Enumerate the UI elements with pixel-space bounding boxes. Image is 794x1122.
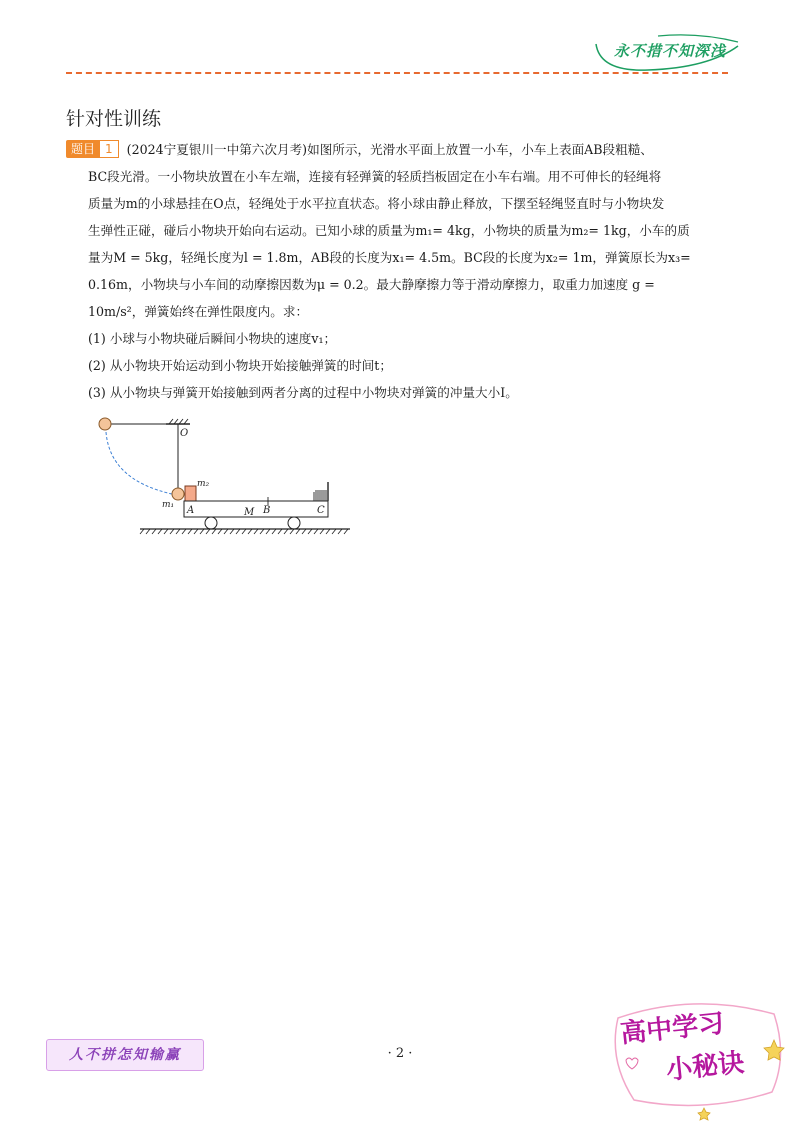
wheel-left: [205, 517, 217, 529]
label-m2: m₂: [197, 479, 210, 489]
problem-tag-label: 题目: [66, 140, 100, 158]
label-c: C: [317, 505, 325, 516]
label-m: M: [244, 507, 255, 518]
header-slogan: 永不措不知深浅: [614, 42, 727, 60]
question-1: (1) 小球与小物块碰后瞬间小物块的速度v₁；: [88, 331, 337, 346]
label-b: B: [263, 505, 271, 516]
ceiling-support: [166, 419, 190, 424]
ground-hatch: [140, 529, 348, 534]
problem-text-1: 如图所示，光滑水平面上放置一小车，小车上表面AB段粗糙、: [307, 142, 653, 157]
problem-line-6: 0.16m，小物块与小车间的动摩擦因数为μ = 0.2。最大静摩擦力等于滑动摩擦力，取重力加速度 g =: [88, 277, 655, 292]
study-tips-stamp: [604, 996, 790, 1122]
cart-body: [184, 501, 328, 517]
problem-tag: [66, 140, 119, 158]
ball-bottom: [172, 488, 184, 500]
problem-source: (2024宁夏银川一中第六次月考): [126, 142, 308, 157]
problem-tag-number: 1: [100, 140, 119, 158]
physics-diagram: [92, 410, 362, 540]
stamp-line-1: 高中学习: [618, 1008, 726, 1050]
ball-start: [99, 418, 111, 430]
header-logo: [588, 30, 748, 74]
problem-block: [66, 136, 730, 406]
header-divider: [66, 72, 728, 74]
problem-line-7: 10m/s²，弹簧始终在弹性限度内。求：: [88, 304, 309, 319]
problem-line-2: BC段光滑。一小物块放置在小车左端，连接有轻弹簧的轻质挡板固定在小车右端。用不可伸长的轻绳将: [88, 169, 662, 184]
label-m1: m₁: [162, 500, 175, 510]
spring-icon: [314, 490, 326, 501]
problem-line-4: 生弹性正碰，碰后小物块开始向右运动。已知小球的质量为m₁= 4kg，小物块的质量为m₂= 1kg，小车的质: [88, 223, 690, 238]
label-a: A: [187, 505, 195, 516]
problem-line-3: 质量为m的小球悬挂在O点，轻绳处于水平拉直状态。将小球由静止释放，下摆至轻绳竖直时与小物块发: [88, 196, 665, 211]
footer-motto: 人不拼怎知输赢: [46, 1039, 204, 1071]
label-o: O: [180, 428, 189, 439]
problem-line-5: 量为M = 5kg，轻绳长度为l = 1.8m，AB段的长度为x₁= 4.5m。BC段的长度为x₂= 1m，弹簧原长为x₃=: [88, 250, 691, 265]
block-m2: [185, 486, 196, 501]
question-3: (3) 从小物块与弹簧开始接触到两者分离的过程中小物块对弹簧的冲量大小I。: [88, 385, 518, 400]
question-2: (2) 从小物块开始运动到小物块开始接触弹簧的时间t；: [88, 358, 392, 373]
problem-line-1: [66, 136, 730, 163]
page-number: · 2 ·: [387, 1046, 413, 1061]
swing-arc: [106, 432, 172, 494]
stamp-line-2: 小秘诀: [664, 1047, 746, 1086]
section-title: 针对性训练: [66, 108, 162, 130]
wheel-right: [288, 517, 300, 529]
